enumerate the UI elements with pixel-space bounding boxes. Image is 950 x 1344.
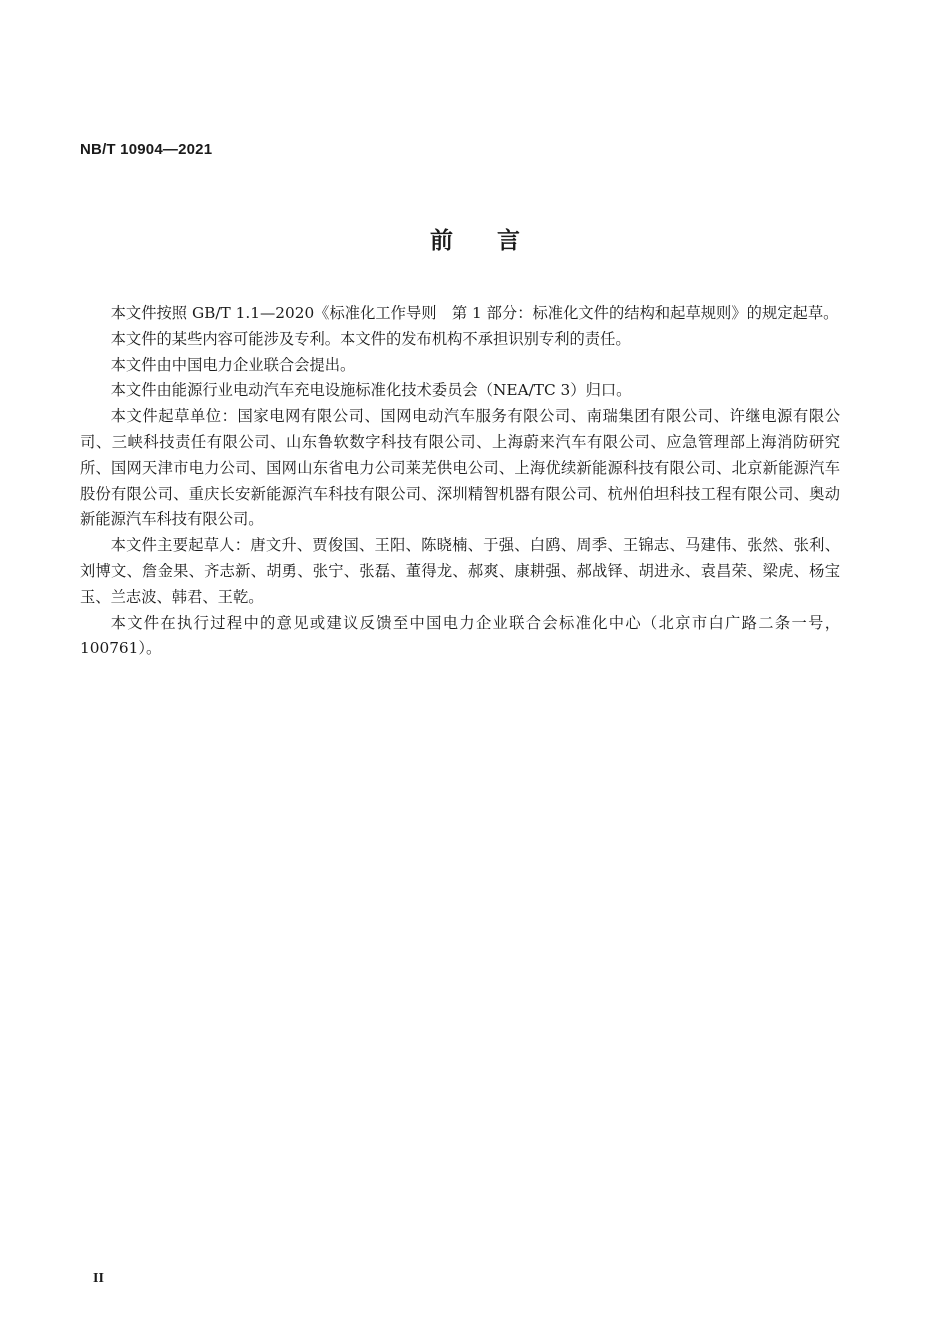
page-number: II [93,1271,104,1286]
paragraph-drafting-units: 本文件起草单位：国家电网有限公司、国网电动汽车服务有限公司、南瑞集团有限公司、许继电源有限公司、三峡科技责任有限公司、山东鲁软数字科技有限公司、上海蔚来汽车有限公司、应急管理部上海消防研究所、国网天津市电力公司、国网山东省电力公司莱芜供电公司、上海优续新能源科技有限公司、北京新能源汽车股份有限公司、重庆长安新能源汽车科技有限公司、深圳精智机器有限公司、杭州伯坦科技工程有限公司、奥动新能源汽车科技有限公司。 [80,407,840,529]
section-title [0,222,950,255]
title-char-1: 前 [430,228,453,254]
paragraph-committee: 本文件由能源行业电动汽车充电设施标准化技术委员会（NEA/TC 3）归口。 [110,381,632,400]
foreword-body [80,301,840,662]
paragraph-patent-notice: 本文件的某些内容可能涉及专利。本文件的发布机构不承担识别专利的责任。 [110,329,631,348]
paragraph-proposer: 本文件由中国电力企业联合会提出。 [110,355,356,374]
document-number: NB/T 10904—2021 [80,141,213,158]
paragraph-feedback: 本文件在执行过程中的意见或建议反馈至中国电力企业联合会标准化中心（北京市白广路二条一号，100761）。 [80,613,840,658]
paragraph-drafting-rules: 本文件按照 GB/T 1.1—2020《标准化工作导则 第 1 部分：标准化文件的结构和起草规则》的规定起草。 [110,304,839,322]
title-char-2: 言 [497,228,520,254]
paragraph-drafters: 本文件主要起草人：唐文升、贾俊国、王阳、陈晓楠、于强、白鸥、周季、王锦志、马建伟、张然、张利、刘博文、詹金果、齐志新、胡勇、张宁、张磊、董得龙、郝爽、康耕强、郝战铎、胡进永、袁昌荣、梁虎、杨宝玉、兰志波、韩君、王乾。 [80,536,840,606]
